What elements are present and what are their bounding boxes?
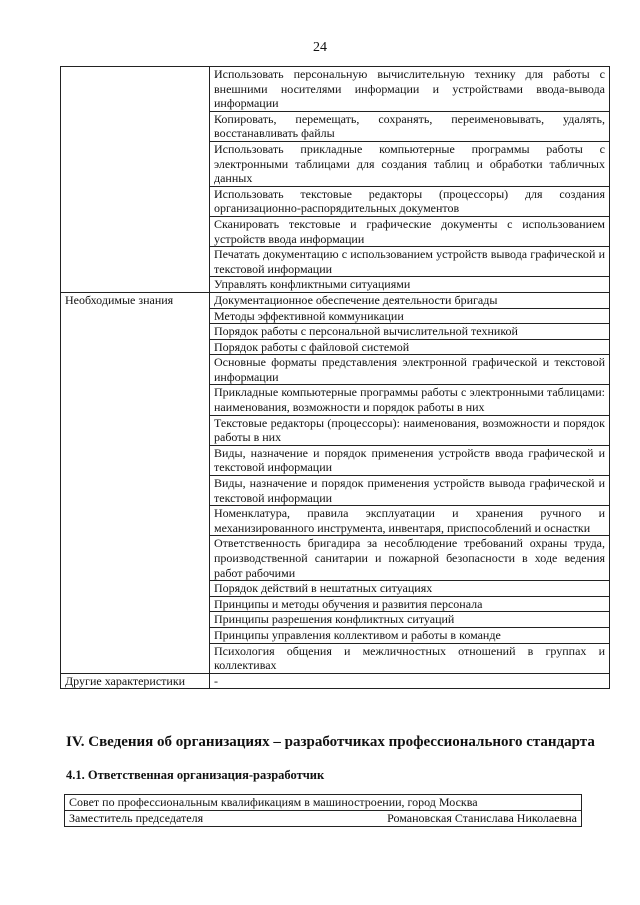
knowledge-item: Порядок работы с файловой системой	[210, 339, 610, 355]
other-characteristics-label: Другие характеристики	[61, 673, 210, 689]
knowledge-item: Документационное обеспечение деятельности бригады	[210, 292, 610, 308]
knowledge-item: Принципы разрешения конфликтных ситуаций	[210, 612, 610, 628]
org-person: Романовская Станислава Николаевна	[387, 811, 577, 825]
skills-label-cell	[61, 67, 210, 293]
skill-item: Использовать прикладные компьютерные программы работы с электронными таблицами для создания таблиц и обработки табличных данных	[210, 141, 610, 186]
table-row	[61, 292, 610, 308]
skill-item: Печатать документацию с использованием устройств вывода графической и текстовой информации	[210, 247, 610, 277]
skill-item: Использовать текстовые редакторы (процессоры) для создания организационно-распорядительных документов	[210, 186, 610, 216]
knowledge-item: Порядок работы с персональной вычислительной техникой	[210, 324, 610, 340]
knowledge-item: Методы эффективной коммуникации	[210, 308, 610, 324]
table-row	[61, 67, 610, 112]
knowledge-item: Номенклатура, правила эксплуатации и хранения ручного и механизированного инструмента, инвентаря, приспособлений и оснастки	[210, 506, 610, 536]
knowledge-item: Виды, назначение и порядок применения устройств вывода графической и текстовой информации	[210, 476, 610, 506]
knowledge-item: Текстовые редакторы (процессоры): наименования, возможности и порядок работы в них	[210, 415, 610, 445]
table-row	[61, 673, 610, 689]
competency-table	[60, 66, 610, 689]
skill-item: Сканировать текстовые и графические документы с использованием устройств ввода информации	[210, 216, 610, 246]
org-position: Заместитель председателя	[69, 811, 204, 825]
knowledge-item: Виды, назначение и порядок применения устройств ввода графической и текстовой информации	[210, 445, 610, 475]
org-signatory-cell	[65, 811, 582, 827]
org-table	[64, 794, 582, 827]
other-characteristics-value: -	[210, 673, 610, 689]
section-title: IV. Сведения об организациях – разработчиках профессионального стандарта	[66, 734, 595, 750]
subsection-title: 4.1. Ответственная организация-разработчик	[66, 768, 325, 782]
skill-item: Копировать, перемещать, сохранять, переименовывать, удалять, восстанавливать файлы	[210, 111, 610, 141]
table-row	[65, 811, 582, 827]
knowledge-item: Принципы управления коллективом и работы в команде	[210, 627, 610, 643]
knowledge-item: Ответственность бригадира за несоблюдение требований охраны труда, производственной санитарии и пожарной безопасности в ходе ведения работ рабочими	[210, 536, 610, 581]
knowledge-item: Психология общения и межличностных отношений в группах и коллективах	[210, 643, 610, 673]
knowledge-item: Порядок действий в нештатных ситуациях	[210, 581, 610, 597]
knowledge-item: Основные форматы представления электронной графической и текстовой информации	[210, 355, 610, 385]
page-number: 24	[313, 40, 327, 55]
skill-item: Использовать персональную вычислительную технику для работы с внешними носителями информации и устройствами ввода-вывода информации	[210, 67, 610, 112]
skill-item: Управлять конфликтными ситуациями	[210, 277, 610, 293]
table-row	[65, 795, 582, 811]
knowledge-item: Прикладные компьютерные программы работы с электронными таблицами: наименования, возможности и порядок работы в них	[210, 385, 610, 415]
knowledge-label: Необходимые знания	[61, 292, 210, 673]
knowledge-item: Принципы и методы обучения и развития персонала	[210, 596, 610, 612]
org-name: Совет по профессиональным квалификациям в машиностроении, город Москва	[65, 795, 582, 811]
